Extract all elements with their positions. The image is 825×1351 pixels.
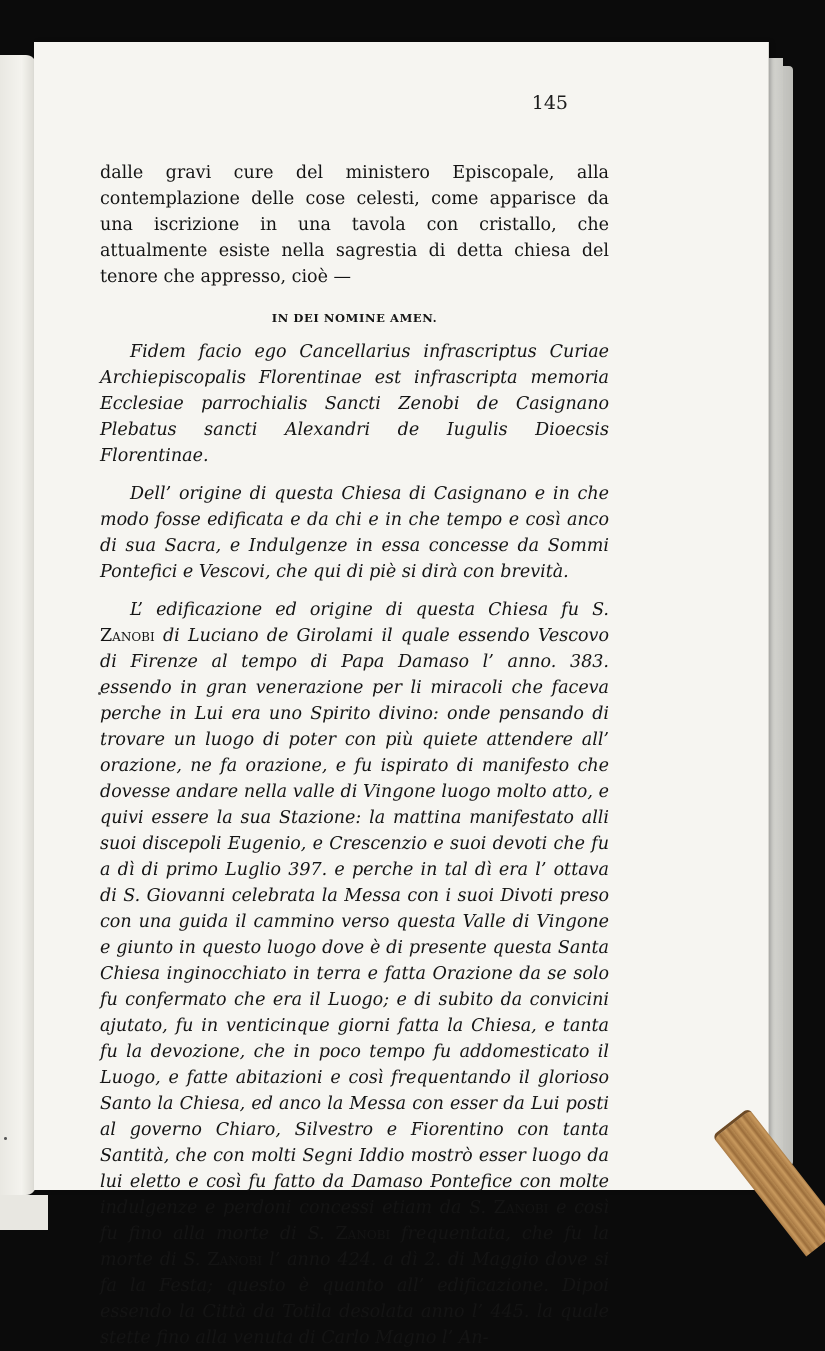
narrative-paragraph (100, 597, 609, 1351)
page-number: 145 (531, 92, 568, 114)
origin-paragraph: Dell’ origine di questa Chiesa di Casignano e in che modo fosse edificata e da chi e in che tempo e così anco di sua Sacra, e Indulgenze in essa concesse da Sommi Pontefici e Vescovi, che qui di piè si dirà con brevità. (100, 484, 609, 582)
ink-speck (4, 1137, 7, 1140)
left-page-edge (0, 55, 36, 1195)
saint-name: Zanobi (100, 626, 155, 646)
narrative-text: di Luciano de Girolami il quale essendo Vescovo di Firenze al tempo di Papa Damaso l’ anno. 383. essendo in gran venerazione per li miracoli che faceva perche in Lui era uno Spirito divino: onde pensando di trovare un luogo di poter con più quiete attendere all’ orazione, ne fa orazione, e fu ispirato di manifesto che dovesse andare nella valle di Vingone luogo molto atto, e quivi essere la sua Stazione: la mattina manifestato alli suoi discepoli Eugenio, e Crescenzio e suoi devoti che fu a dì di primo Luglio 397. e perche in tal dì era l’ ottava di S. Giovanni celebrata la Messa con i suoi Divoti preso con una guida il cammino verso questa Valle di Vingone e giunto in questo luogo dove è di presente questa Santa Chiesa inginocchiato in terra e fatta Orazione da se solo fu confermato che era il Luogo; e di subito da convicini ajutato, fu in venticinque giorni fatta la Chiesa, e tanta fu la devozione, che in poco tempo fu addomesticato il Luogo, e fatte abitazioni e così frequentando il glorioso Santo la Chiesa, ed anco la Messa con esser da Lui posti al governo Chiaro, Silvestro e Fiorentino con tanta Santità, che con molti Segni Iddio mostrò esser luogo da lui eletto e così fu fatto da Damaso Pontefice con molte indulgenze e perdoni concessi etiam da S. (100, 626, 609, 1218)
latin-paragraph: Fidem facio ego Cancellarius infrascriptus Curiae Archiepiscopalis Florentinae est infrascripta memoria Ecclesiae parrochialis Sancti Zenobi de Casignano Plebatus sancti Alexandri de Iugulis Dioecsis Florentinae. (100, 342, 609, 466)
saint-name: Zanobi (335, 1224, 391, 1244)
left-page-corner (0, 1195, 48, 1230)
page-body (100, 160, 609, 1351)
narrative-text: l’ anno 424. a dì 2. di Maggio dove si fa la Festa; questo è quanto all’ edificazione. Dipoi essendo la Città da Totila desolata anno l’ 445. la quale stette fino alla venuta di Carlo Magno l’ An- (100, 1250, 609, 1348)
narrative-text: frequentata, che fu la morte di S. (100, 1224, 609, 1270)
saint-name: Zanobi (207, 1250, 263, 1270)
narrative-text: e così fu fino alla morte di S. (100, 1198, 609, 1244)
section-heading: IN DEI NOMINE AMEN. (271, 311, 438, 325)
intro-paragraph: dalle gravi cure del ministero Episcopale, alla contemplazione delle cose celesti, come apparisce da una iscrizione in una tavola con cristallo, che attualmente esiste nella sagrestia di detta chiesa del tenore che appresso, cioè — (100, 163, 609, 287)
saint-name: Zanobi (493, 1198, 549, 1218)
narrative-text: L’ edificazione ed origine di questa Chiesa fu S. (130, 600, 609, 620)
